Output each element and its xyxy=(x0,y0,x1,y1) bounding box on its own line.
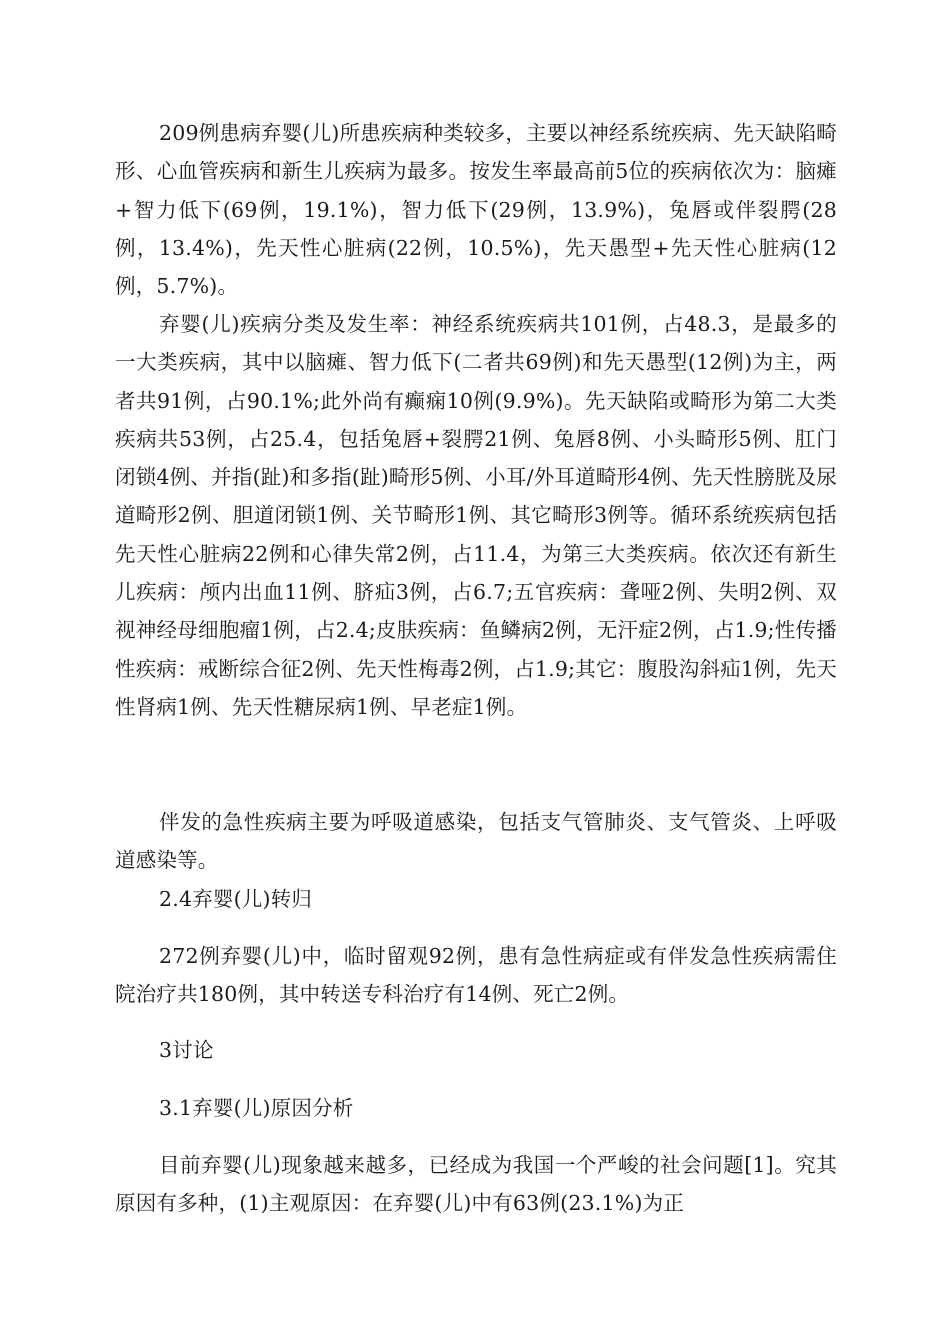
section-heading-discussion: 3讨论 xyxy=(159,1038,214,1062)
paragraph-disease-types: 209例患病弃婴(儿)所患疾病种类较多，主要以神经系统疾病、先天缺陷畸形、心血管疾病和新生儿疾病为最多。按发生率最高前5位的疾病依次为：脑瘫+智力低下(69例，19.1%)，智力低下(29例，13.9%)，兔唇或伴裂腭(28例，13.4%)，先天性心脏病(22例，10.5%)，先天愚型+先天性心脏病(12例，5.7%)。 xyxy=(115,121,837,299)
paragraph-disease-classification: 弃婴(儿)疾病分类及发生率：神经系统疾病共101例，占48.3，是最多的一大类疾病，其中以脑瘫、智力低下(二者共69例)和先天愚型(12例)为主，两者共91例，占90.1%;此外尚有癫痫10例(9.9%)。先天缺陷或畸形为第二大类疾病共53例，占25.4，包括兔唇+裂腭21例、兔唇8例、小头畸形5例、肛门闭锁4例、并指(趾)和多指(趾)畸形5例、小耳/外耳道畸形4例、先天性膀胱及尿道畸形2例、胆道闭锁1例、关节畸形1例、其它畸形3例等。循环系统疾病包括先天性心脏病22例和心律失常2例，占11.4，为第三大类疾病。依次还有新生儿疾病：颅内出血11例、脐疝3例，占6.7;五官疾病：聋哑2例、失明2例、双视神经母细胞瘤1例，占2.4;皮肤疾病：鱼鳞病2例，无汗症2例，占1.9;性传播性疾病：戒断综合征2例、先天性梅毒2例，占1.9;其它：腹股沟斜疝1例，先天性肾病1例、先天性糖尿病1例、早老症1例。 xyxy=(115,312,837,719)
section-heading-outcome: 2.4弃婴(儿)转归 xyxy=(159,887,313,911)
paragraph-acute-diseases: 伴发的急性疾病主要为呼吸道感染，包括支气管肺炎、支气管炎、上呼吸道感染等。 xyxy=(115,810,837,873)
paragraph-cause-analysis: 目前弃婴(儿)现象越来越多，已经成为我国一个严峻的社会问题[1]。究其原因有多种，(1)主观原因：在弃婴(儿)中有63例(23.1%)为正 xyxy=(115,1153,837,1216)
section-heading-cause-analysis: 3.1弃婴(儿)原因分析 xyxy=(159,1096,354,1120)
paragraph-outcome: 272例弃婴(儿)中，临时留观92例，患有急性病症或有伴发急性疾病需住院治疗共180例，其中转送专科治疗有14例、死亡2例。 xyxy=(115,944,837,1007)
